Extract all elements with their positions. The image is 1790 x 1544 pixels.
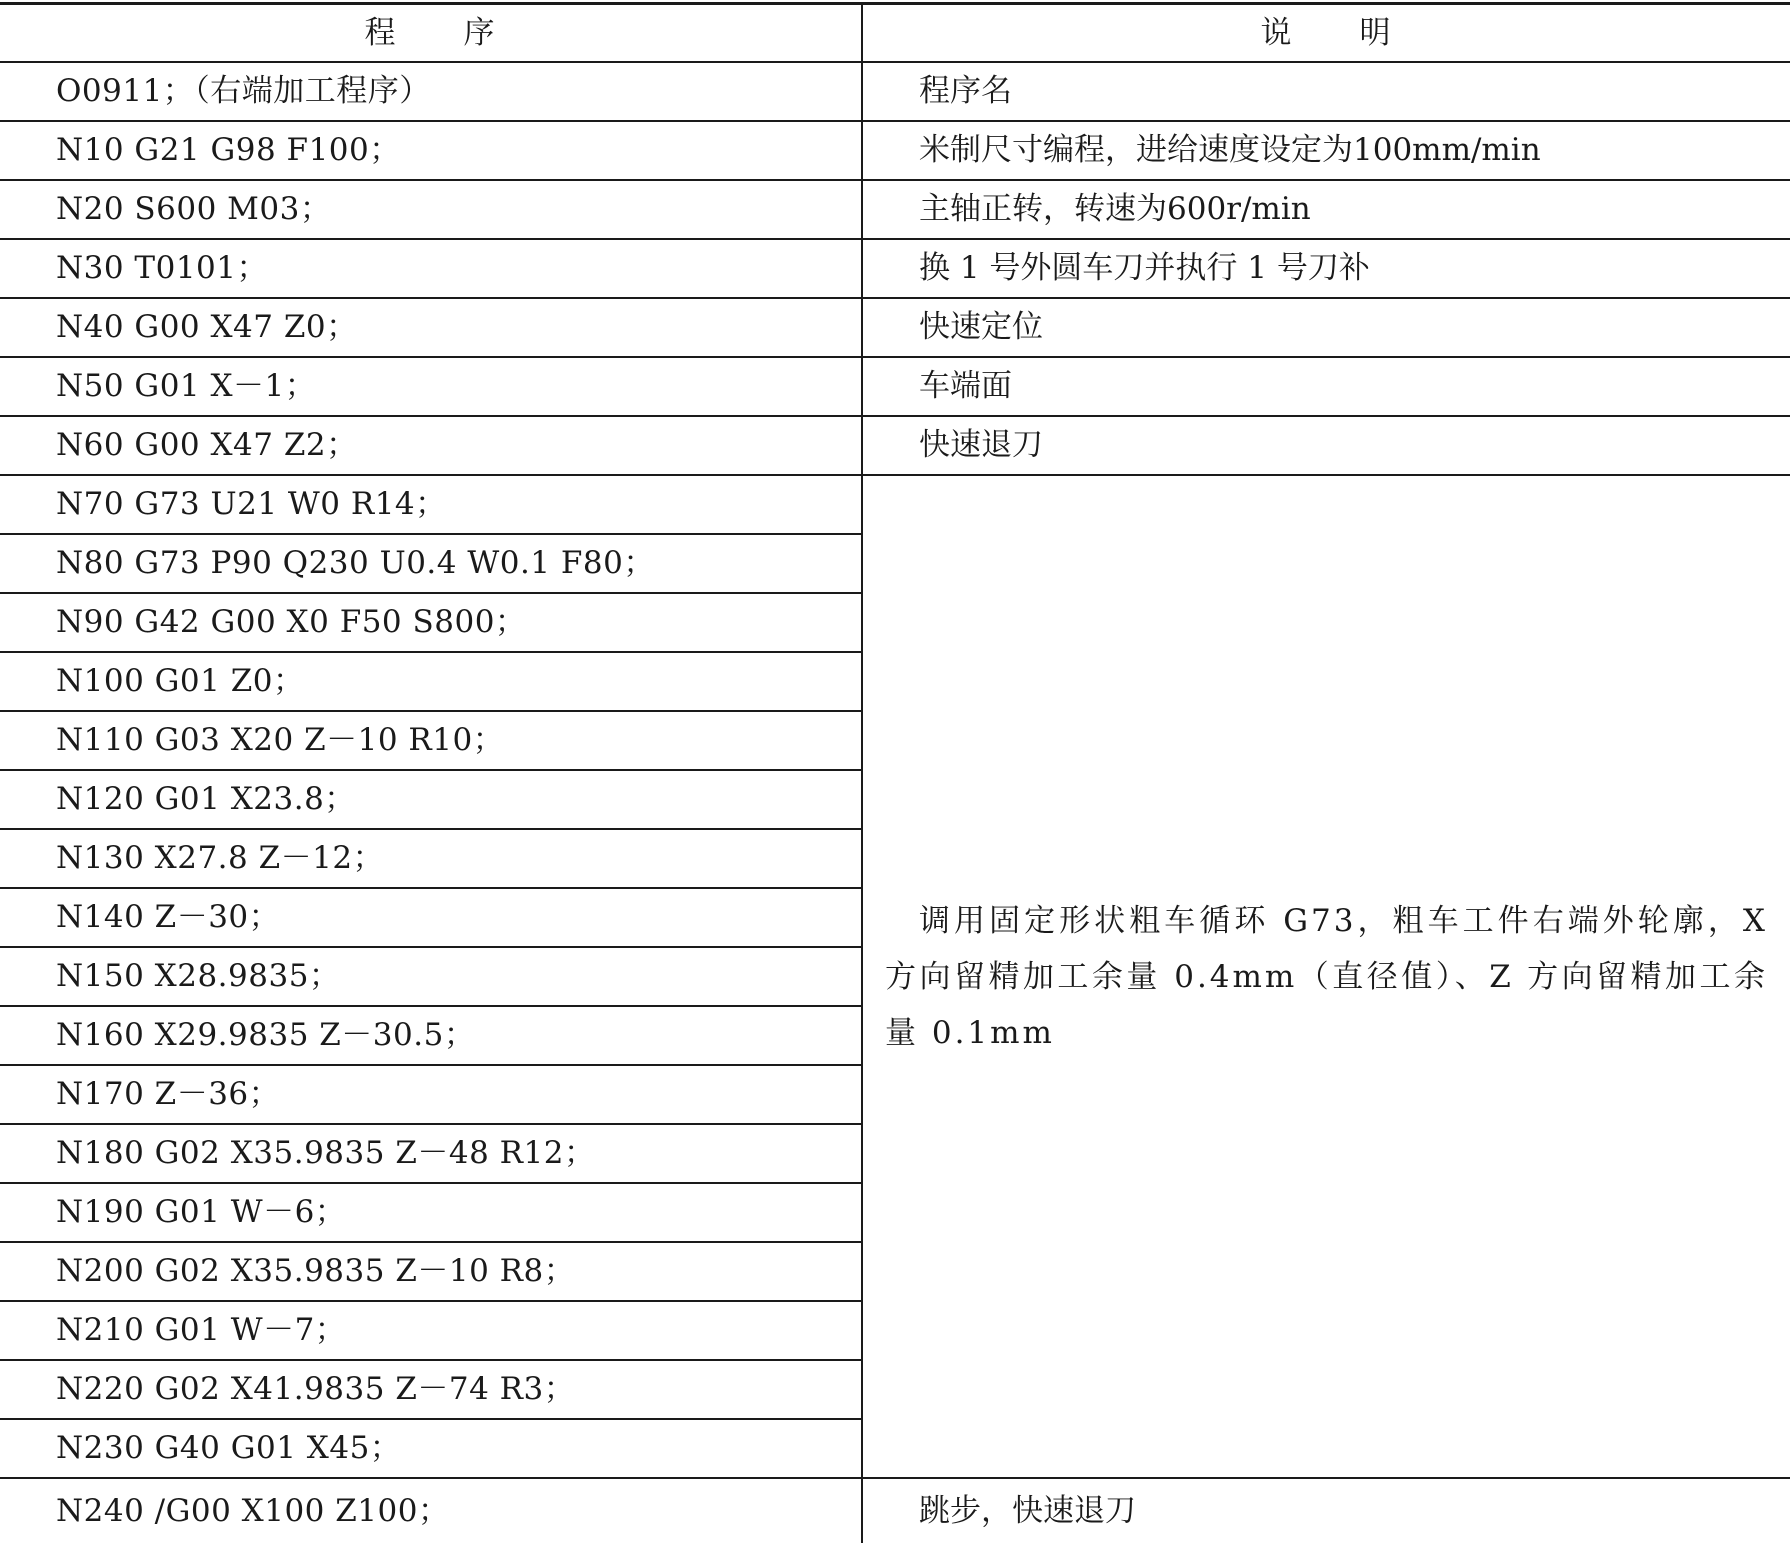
code-cell: N30 T0101； xyxy=(0,239,862,298)
code-cell: N110 G03 X20 Z－10 R10； xyxy=(0,711,862,770)
code-cell: N210 G01 W－7； xyxy=(0,1301,862,1360)
code-cell: N190 G01 W－6； xyxy=(0,1183,862,1242)
code-cell: N120 G01 X23.8； xyxy=(0,770,862,829)
code-cell: N230 G40 G01 X45； xyxy=(0,1419,862,1478)
code-cell: N180 G02 X35.9835 Z－48 R12； xyxy=(0,1124,862,1183)
header-description: 说 明 xyxy=(862,4,1790,63)
desc-cell: 程序名 xyxy=(862,62,1790,121)
code-cell: N160 X29.9835 Z－30.5； xyxy=(0,1006,862,1065)
code-cell: N20 S600 M03； xyxy=(0,180,862,239)
desc-cell: 快速定位 xyxy=(862,298,1790,357)
code-cell: N10 G21 G98 F100； xyxy=(0,121,862,180)
header-row xyxy=(0,4,1790,63)
table-row xyxy=(0,1478,1790,1543)
table-row xyxy=(0,62,1790,121)
header-program: 程 序 xyxy=(0,4,862,63)
desc-cell: 快速退刀 xyxy=(862,416,1790,475)
code-cell: N60 G00 X47 Z2； xyxy=(0,416,862,475)
table-row xyxy=(0,239,1790,298)
code-cell: N50 G01 X－1； xyxy=(0,357,862,416)
table-row xyxy=(0,121,1790,180)
code-cell: N70 G73 U21 W0 R14； xyxy=(0,475,862,534)
desc-cell: 跳步，快速退刀 xyxy=(862,1478,1790,1543)
code-cell: N150 X28.9835； xyxy=(0,947,862,1006)
code-cell: N40 G00 X47 Z0； xyxy=(0,298,862,357)
table-row xyxy=(0,357,1790,416)
merged-desc-cell xyxy=(862,475,1790,1478)
merged-desc-text: 调用固定形状粗车循环 G73，粗车工件右端外轮廓，X 方向留精加工余量 0.4mm（直径值）、Z 方向留精加工余量 0.1mm xyxy=(885,902,1768,1051)
code-cell: N80 G73 P90 Q230 U0.4 W0.1 F80； xyxy=(0,534,862,593)
desc-cell: 换 1 号外圆车刀并执行 1 号刀补 xyxy=(862,239,1790,298)
code-cell: O0911；（右端加工程序） xyxy=(0,62,862,121)
code-cell: N220 G02 X41.9835 Z－74 R3； xyxy=(0,1360,862,1419)
table-row xyxy=(0,180,1790,239)
code-cell: N100 G01 Z0； xyxy=(0,652,862,711)
code-cell: N170 Z－36； xyxy=(0,1065,862,1124)
code-cell: N130 X27.8 Z－12； xyxy=(0,829,862,888)
table-row xyxy=(0,298,1790,357)
code-cell: N90 G42 G00 X0 F50 S800； xyxy=(0,593,862,652)
desc-cell: 车端面 xyxy=(862,357,1790,416)
code-cell: N240 /G00 X100 Z100； xyxy=(0,1478,862,1543)
table-row xyxy=(0,416,1790,475)
desc-cell: 米制尺寸编程，进给速度设定为100mm/min xyxy=(862,121,1790,180)
desc-cell: 主轴正转，转速为600r/min xyxy=(862,180,1790,239)
code-cell: N200 G02 X35.9835 Z－10 R8； xyxy=(0,1242,862,1301)
program-table xyxy=(0,2,1790,1543)
table-row xyxy=(0,475,1790,534)
code-cell: N140 Z－30； xyxy=(0,888,862,947)
